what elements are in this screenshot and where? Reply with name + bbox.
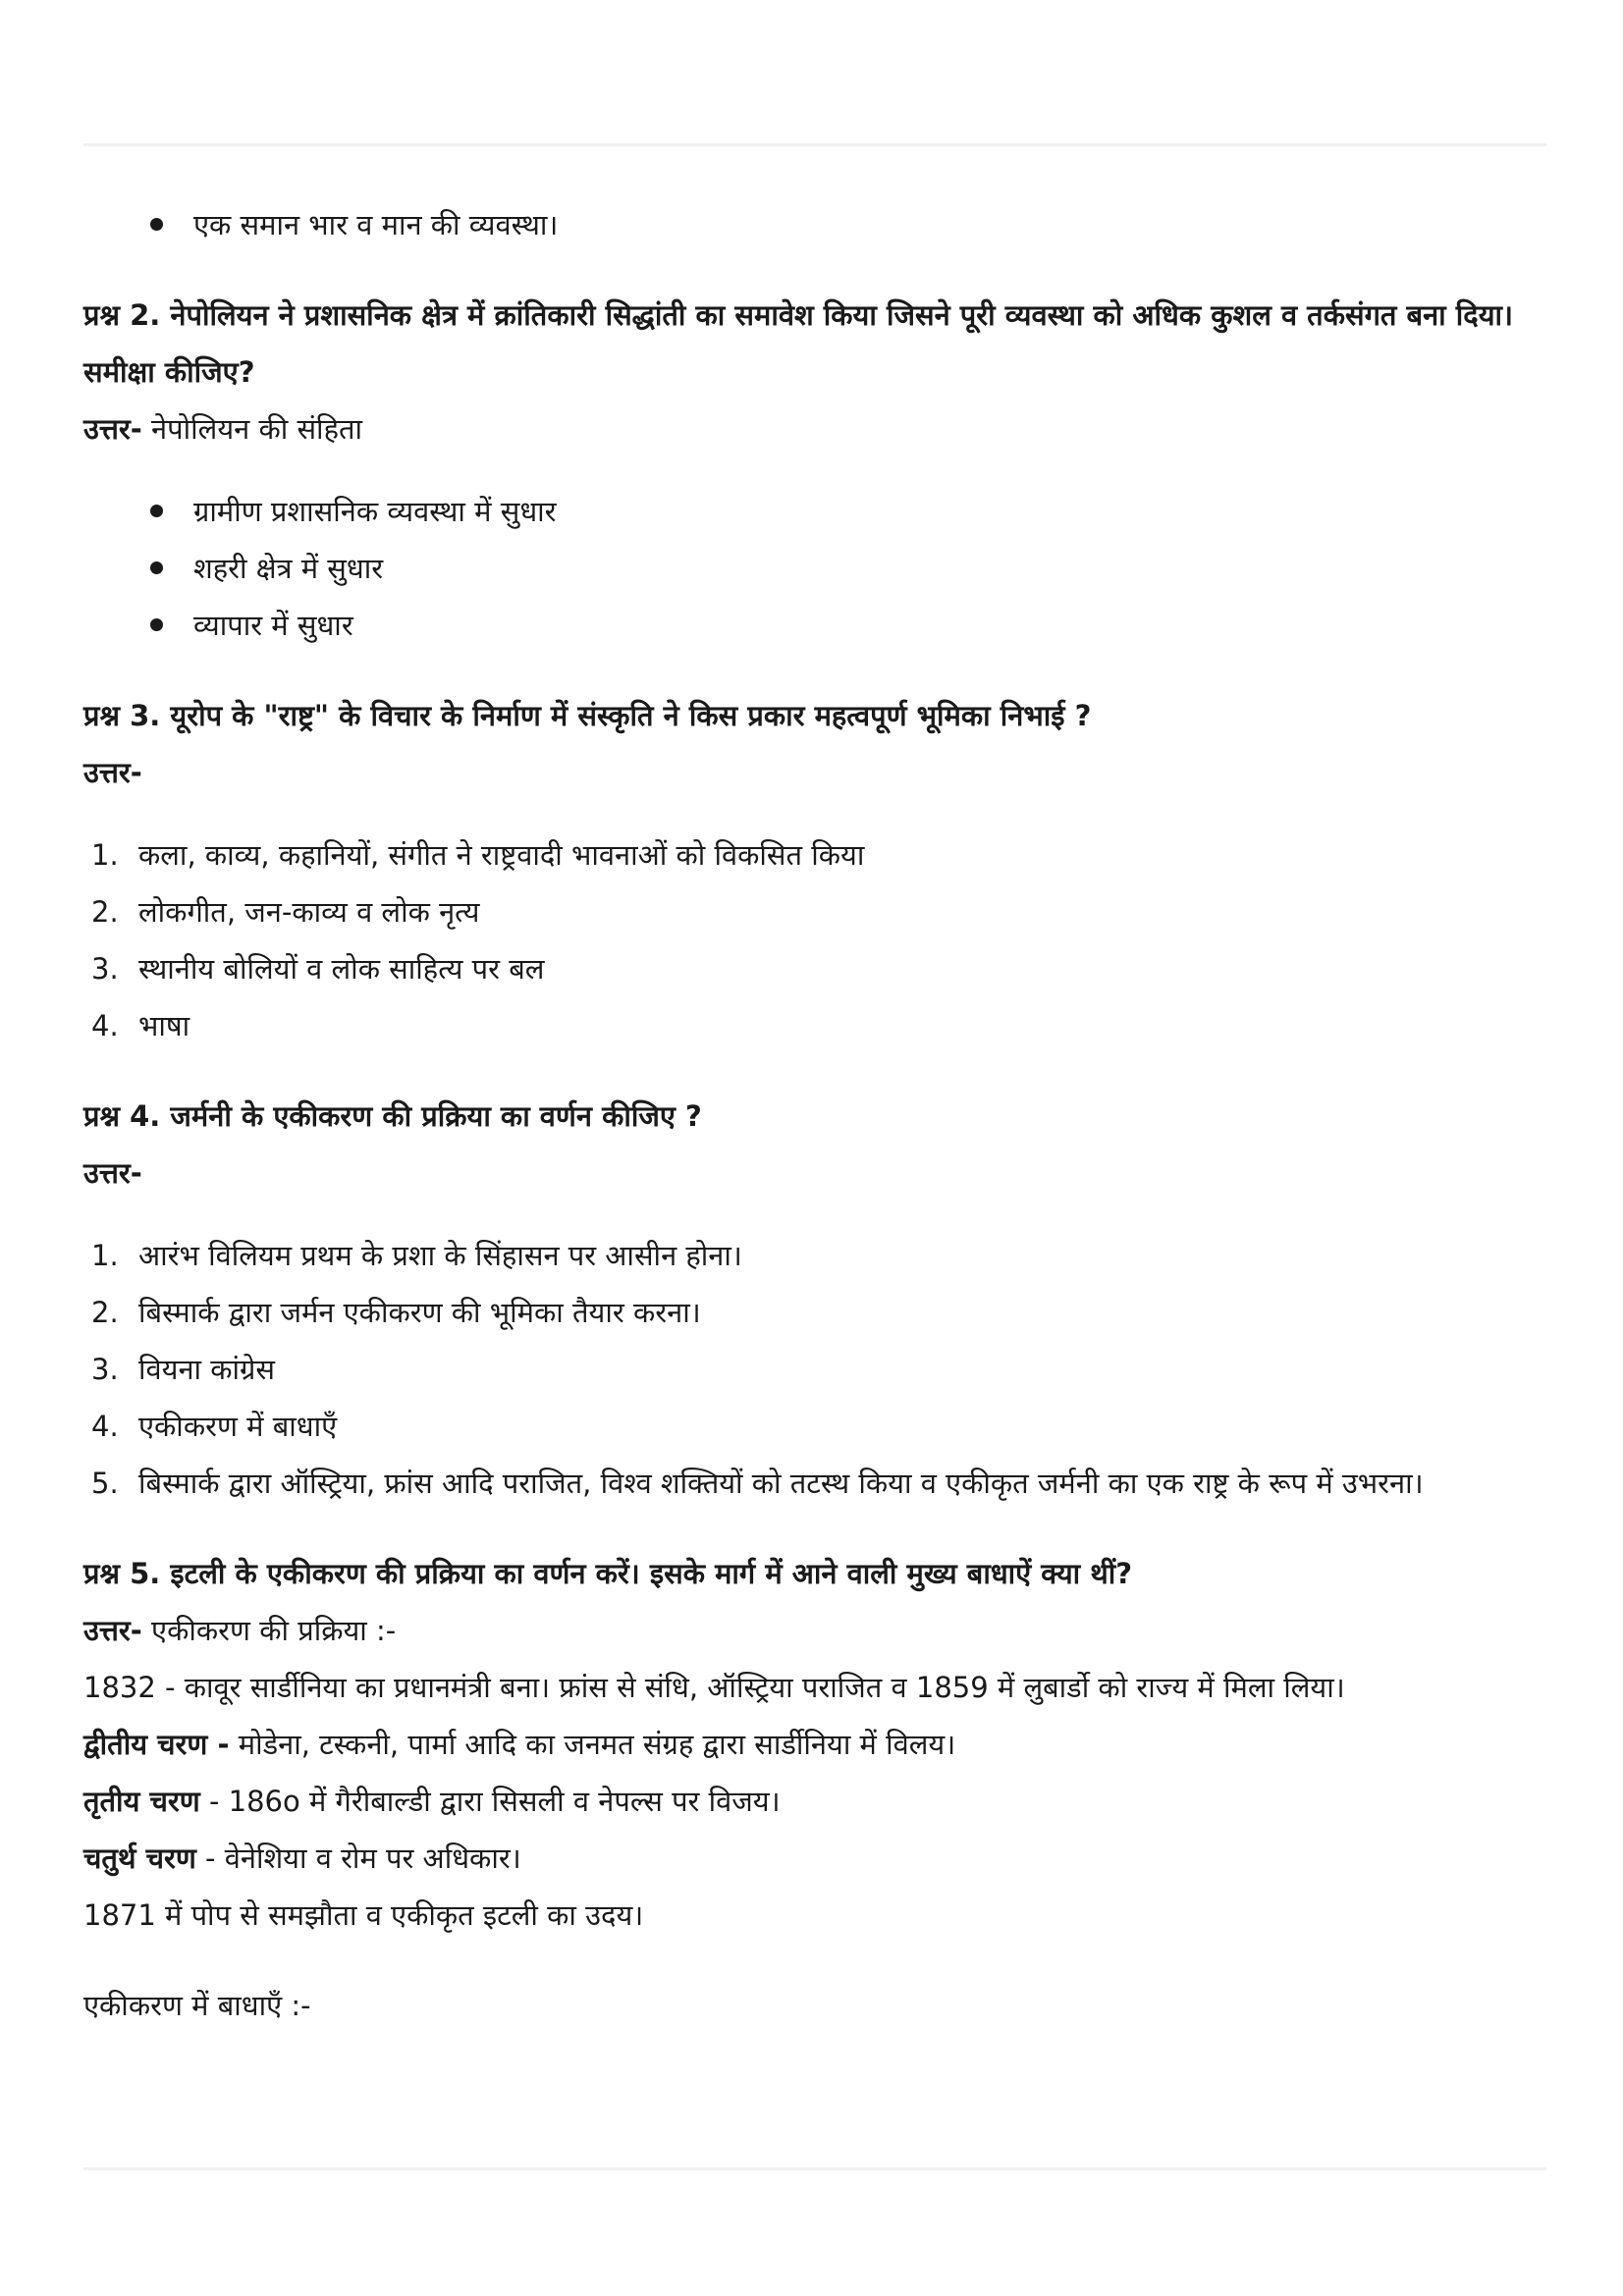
item-number: 1. (91, 1239, 119, 1272)
list-item (83, 997, 1546, 1054)
answer-label: उत्तर- (83, 756, 142, 789)
list-item (83, 883, 1546, 940)
answer-4 (83, 1145, 1546, 1201)
top-bullet-list (83, 196, 1546, 253)
item-number: 3. (91, 952, 119, 986)
item-text: स्थानीय बोलियों व लोक साहित्य पर बल (138, 952, 545, 986)
item-number: 1. (91, 838, 119, 872)
answer-3 (83, 744, 1546, 801)
answer-2-points (83, 483, 1546, 654)
item-text: एकीकरण में बाधाएँ (138, 1410, 338, 1443)
list-item (83, 1455, 1546, 1512)
list-item (83, 940, 1546, 997)
answer-5-stage-4 (83, 1830, 1546, 1887)
item-text: आरंभ विलियम प्रथम के प्रशा के सिंहासन पर आसीन होना। (138, 1239, 742, 1272)
item-text: कला, काव्य, कहानियों, संगीत ने राष्ट्रवादी भावनाओं को विकसित किया (138, 838, 865, 872)
answer-5-stage-3 (83, 1773, 1546, 1830)
answer-5 (83, 1602, 1546, 1659)
list-item (83, 1284, 1546, 1341)
question-2: प्रश्न 2. नेपोलियन ने प्रशासनिक क्षेत्र में क्रांतिकारी सिद्धांती का समावेश किया जिसने पूरी व्यवस्था को अधिक कुशल व तर्कसंगत बना दिया। समीक्षा कीजिए? (83, 298, 1514, 389)
list-item: ग्रामीण प्रशासनिक व्यवस्था में सुधार (83, 483, 1546, 540)
item-text: भाषा (138, 1009, 190, 1042)
list-item: एक समान भार व मान की व्यवस्था। (83, 196, 1546, 253)
item-number: 2. (91, 1296, 119, 1329)
item-number: 4. (91, 1410, 119, 1443)
stage-text: - वेनेशिया व रोम पर अधिकार। (195, 1842, 521, 1875)
item-number: 5. (91, 1467, 119, 1500)
answer-5-stage-2 (83, 1716, 1546, 1773)
list-item (83, 1227, 1546, 1284)
list-item: व्यापार में सुधार (83, 597, 1546, 654)
list-item (83, 1341, 1546, 1398)
item-text: बिस्मार्क द्वारा ऑस्ट्रिया, फ्रांस आदि पराजित, विश्व शक्तियों को तटस्थ किया व एकीकृत जर्मनी का एक राष्ट्र के रूप में उभरना। (138, 1467, 1424, 1500)
stage-text: मोडेना, टस्कनी, पार्मा आदि का जनमत संग्रह द्वारा सार्डीनिया में विलय। (229, 1728, 956, 1761)
answer-text: एकीकरण की प्रक्रिया :- (141, 1614, 397, 1647)
question-4: प्रश्न 4. जर्मनी के एकीकरण की प्रक्रिया का वर्णन कीजिए ? (83, 1099, 702, 1133)
answer-label: उत्तर- (83, 1156, 142, 1190)
question-5: प्रश्न 5. इटली के एकीकरण की प्रक्रिया का वर्णन करें। इसके मार्ग में आने वाली मुख्य बाधाऐं क्या थीं? (83, 1557, 1133, 1590)
stage-label: चतुर्थ चरण (83, 1842, 196, 1875)
answer-text: नेपोलियन की संहिता (141, 412, 363, 446)
item-number: 4. (91, 1009, 119, 1042)
list-item: शहरी क्षेत्र में सुधार (83, 540, 1546, 597)
answer-3-points (83, 827, 1546, 1054)
document-body (83, 196, 1546, 2034)
item-text: बिस्मार्क द्वारा जर्मन एकीकरण की भूमिका तैयार करना। (138, 1296, 701, 1329)
question-3: प्रश्न 3. यूरोप के "राष्ट्र" के विचार के निर्माण में संस्कृति ने किस प्रकार महत्वपूर्ण भूमिका निभाई ? (83, 699, 1092, 732)
list-item (83, 827, 1546, 883)
list-item (83, 1398, 1546, 1455)
answer-4-points (83, 1227, 1546, 1512)
stage-text: - 186o में गैरीबाल्डी द्वारा सिसली व नेपल्स पर विजय। (199, 1785, 781, 1818)
stage-label: तृतीय चरण (83, 1785, 200, 1818)
answer-label: उत्तर- (83, 1614, 142, 1647)
answer-label: उत्तर- (83, 412, 142, 446)
stage-label: द्वीतीय चरण - (83, 1728, 230, 1761)
top-divider (83, 143, 1546, 146)
answer-5-line-1832: 1832 - कावूर सार्डीनिया का प्रधानमंत्री बना। फ्रांस से संधि, ऑस्ट्रिया पराजित व 1859 में लुबार्डो को राज्य में मिला लिया। (83, 1671, 1345, 1704)
answer-2 (83, 400, 1546, 457)
item-text: वियना कांग्रेस (138, 1353, 276, 1386)
obstacles-heading: एकीकरण में बाधाएँ :- (83, 1989, 311, 2022)
item-number: 3. (91, 1353, 119, 1386)
item-number: 2. (91, 895, 119, 929)
item-text: लोकगीत, जन-काव्य व लोक नृत्य (138, 895, 480, 929)
answer-5-line-1871: 1871 में पोप से समझौता व एकीकृत इटली का उदय। (83, 1898, 644, 1932)
bottom-divider (83, 2167, 1546, 2170)
